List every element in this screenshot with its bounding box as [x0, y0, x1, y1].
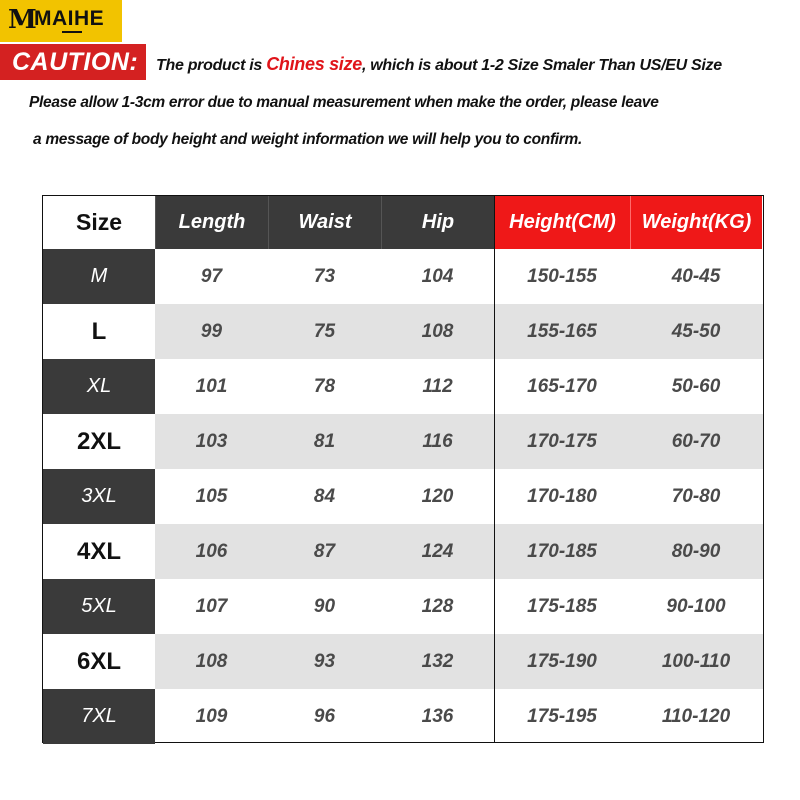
table-cell: 80-90 — [671, 540, 721, 562]
table-cell: 175-195 — [527, 705, 597, 727]
table-cell: 73 — [313, 265, 336, 287]
table-row — [43, 524, 763, 579]
table-cell: 136 — [421, 705, 454, 727]
column-header-height-cm: Height(CM) — [494, 196, 630, 249]
table-cell: 97 — [200, 265, 223, 287]
table-cell: 50-60 — [671, 375, 721, 397]
table-cell: 40-45 — [671, 265, 721, 287]
table-cell: 96 — [313, 705, 336, 727]
size-label: 5XL — [43, 579, 155, 634]
table-cell: 116 — [422, 430, 453, 452]
size-label: M — [43, 249, 155, 304]
table-cell: 105 — [195, 485, 228, 507]
table-row — [43, 634, 763, 689]
column-header-hip: Hip — [381, 196, 494, 249]
table-cell: 175-190 — [527, 650, 597, 672]
logo-tagline-bar — [62, 31, 82, 33]
table-cell: 124 — [421, 540, 454, 562]
column-header-size: Size — [43, 196, 155, 249]
logo-mark: M — [8, 5, 37, 35]
notice-line-1-start: The product is — [156, 57, 267, 74]
table-header-row — [43, 196, 763, 249]
column-divider — [494, 196, 495, 742]
table-cell: 99 — [200, 320, 223, 342]
column-header-waist: Waist — [268, 196, 381, 249]
size-label: 6XL — [43, 634, 155, 689]
notice-line-1-end: , which is about 1-2 Size Smaler Than US/EU Size — [361, 57, 722, 74]
table-cell: 60-70 — [671, 430, 721, 452]
table-row — [43, 304, 763, 359]
table-cell: 132 — [421, 650, 454, 672]
table-cell: 104 — [421, 265, 454, 287]
table-cell: 109 — [195, 705, 228, 727]
table-cell: 84 — [313, 485, 336, 507]
caution-label: CAUTION: — [12, 48, 139, 76]
table-row — [43, 359, 763, 414]
size-label: L — [43, 304, 155, 359]
table-cell: 93 — [313, 650, 336, 672]
brand-name: MAIHE — [34, 7, 105, 30]
table-cell: 45-50 — [671, 320, 721, 342]
size-label: XL — [43, 359, 155, 414]
table-cell: 170-175 — [527, 430, 597, 452]
table-cell: 70-80 — [671, 485, 721, 507]
size-label: 7XL — [43, 689, 155, 744]
table-row — [43, 249, 763, 304]
column-header-length: Length — [155, 196, 268, 249]
table-cell: 175-185 — [527, 595, 597, 617]
size-label: 2XL — [43, 414, 155, 469]
table-cell: 107 — [195, 595, 228, 617]
table-cell: 101 — [195, 375, 228, 397]
table-cell: 150-155 — [527, 265, 597, 287]
table-cell: 78 — [313, 375, 336, 397]
table-cell: 110-120 — [661, 705, 731, 727]
table-row — [43, 414, 763, 469]
table-cell: 100-110 — [661, 650, 731, 672]
table-cell: 108 — [195, 650, 228, 672]
size-chart-table — [42, 195, 764, 743]
table-cell: 106 — [195, 540, 228, 562]
notice-highlight: Chines size — [266, 54, 362, 74]
caution-badge — [0, 44, 146, 80]
column-header-weight-kg: Weight(KG) — [630, 196, 762, 249]
size-label: 3XL — [43, 469, 155, 524]
notice-line-3: a message of body height and weight information we will help you to confirm. — [33, 131, 583, 148]
size-label: 4XL — [43, 524, 155, 579]
table-cell: 120 — [421, 485, 454, 507]
table-cell: 103 — [195, 430, 228, 452]
table-cell: 165-170 — [527, 375, 597, 397]
brand-logo — [0, 0, 122, 42]
table-cell: 87 — [313, 540, 336, 562]
table-cell: 108 — [421, 320, 454, 342]
table-cell: 90 — [313, 595, 336, 617]
table-row — [43, 469, 763, 524]
table-cell: 155-165 — [527, 320, 597, 342]
table-cell: 170-180 — [527, 485, 597, 507]
table-row — [43, 689, 763, 744]
table-cell: 75 — [313, 320, 336, 342]
table-cell: 128 — [421, 595, 454, 617]
notice-line-1 — [156, 53, 722, 77]
table-cell: 90-100 — [666, 595, 726, 617]
notice-line-2: Please allow 1-3cm error due to manual measurement when make the order, please leave — [29, 94, 659, 111]
table-cell: 81 — [313, 430, 336, 452]
table-cell: 170-185 — [527, 540, 597, 562]
table-cell: 112 — [422, 375, 453, 397]
table-row — [43, 579, 763, 634]
